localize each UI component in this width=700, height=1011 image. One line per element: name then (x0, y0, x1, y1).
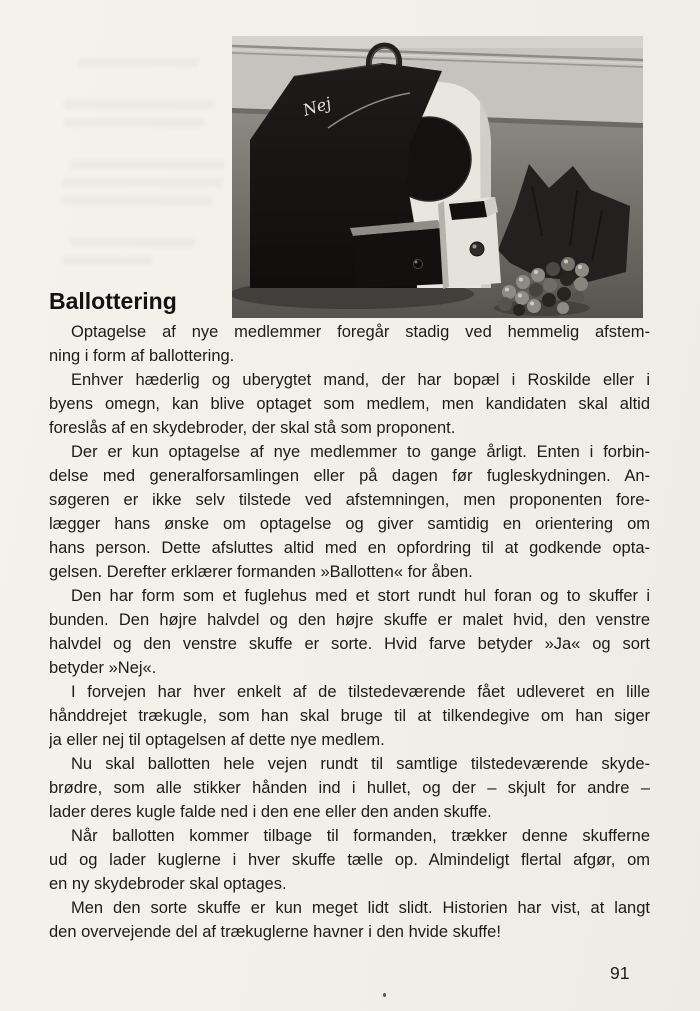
body-text (49, 320, 650, 944)
text-line: betyder »Nej«. (49, 659, 157, 677)
text-line: Der er kun optagelse af nye medlemmer to gange årligt. Enten i forbin- (71, 443, 650, 461)
text-line: Enhver hæderlig og uberygtet mand, der har bopæl i Roskilde eller i (71, 371, 650, 389)
text-line: ud og lader kuglerne i hver skuffe tælle op. Almindeligt flertal afgør, om (49, 851, 650, 869)
text-line: Den har form som et fuglehus med et stort rundt hul foran og to skuffer i (71, 587, 650, 605)
text-line: ning i form af ballottering. (49, 347, 235, 365)
text-line: bunden. Den højre halvdel og den højre skuffe er malet hvid, den venstre (49, 611, 650, 629)
text-line: hans person. Dette afsluttes altid med en opfordring til at godkende opta- (49, 539, 650, 557)
text-line: hånddrejet trækugle, som han skal bruge til at tilkendegive om han siger (49, 707, 650, 725)
text-line: søgeren er ikke selv tilstede ved afstemningen, men proponenten fore- (49, 491, 650, 509)
text-line: Optagelse af nye medlemmer foregår stadig ved hemmelig afstem- (71, 323, 650, 341)
printing-speck (383, 993, 386, 997)
photo-illustration (232, 36, 643, 318)
text-line: byens omegn, kan blive optaget som medlem, men kandidaten skal altid (49, 395, 650, 413)
text-line: en ny skydebroder skal optages. (49, 875, 287, 893)
text-line: lægger hans ønske om optagelse og giver samtidig en orientering om (49, 515, 650, 533)
text-line: gelsen. Derefter erklærer formanden »Ballotten« for åben. (49, 563, 473, 581)
text-line: lader deres kugle falde ned i den ene eller den anden skuffe. (49, 803, 492, 821)
text-line: den overvejende del af trækuglerne havner i den hvide skuffe! (49, 923, 501, 941)
text-line: Nu skal ballotten hele vejen rundt til samtlige tilstedeværende skyde- (71, 755, 650, 773)
white-drawer (438, 197, 501, 289)
page-number: 91 (610, 963, 630, 983)
text-line: Når ballotten kommer tilbage til formanden, trækker denne skufferne (71, 827, 650, 845)
text-line: Men den sorte skuffe er kun meget lidt slidt. Historien har vist, at langt (71, 899, 650, 917)
nej-inscription: Nej (300, 93, 334, 120)
text-line: ja eller nej til optagelsen af dette nye medlem. (49, 731, 385, 749)
text-line: I forvejen har hver enkelt af de tilstedeværende fået udleveret en lille (71, 683, 650, 701)
text-line: delse med generalforsamlingen eller på dagen før fugleskydningen. An- (49, 467, 650, 485)
black-drawer (350, 220, 444, 288)
text-line: foreslås af en skydebroder, der skal stå som proponent. (49, 419, 456, 437)
article-heading: Ballottering (49, 288, 177, 314)
ballot-box-photograph (232, 36, 643, 318)
text-line: halvdel og den venstre skuffe er sorte. Hvid farve betyder »Ja« og sort (49, 635, 650, 653)
text-line: brødre, som alle stikker hånden ind i hullet, og der – skjult for andre – (49, 779, 650, 797)
